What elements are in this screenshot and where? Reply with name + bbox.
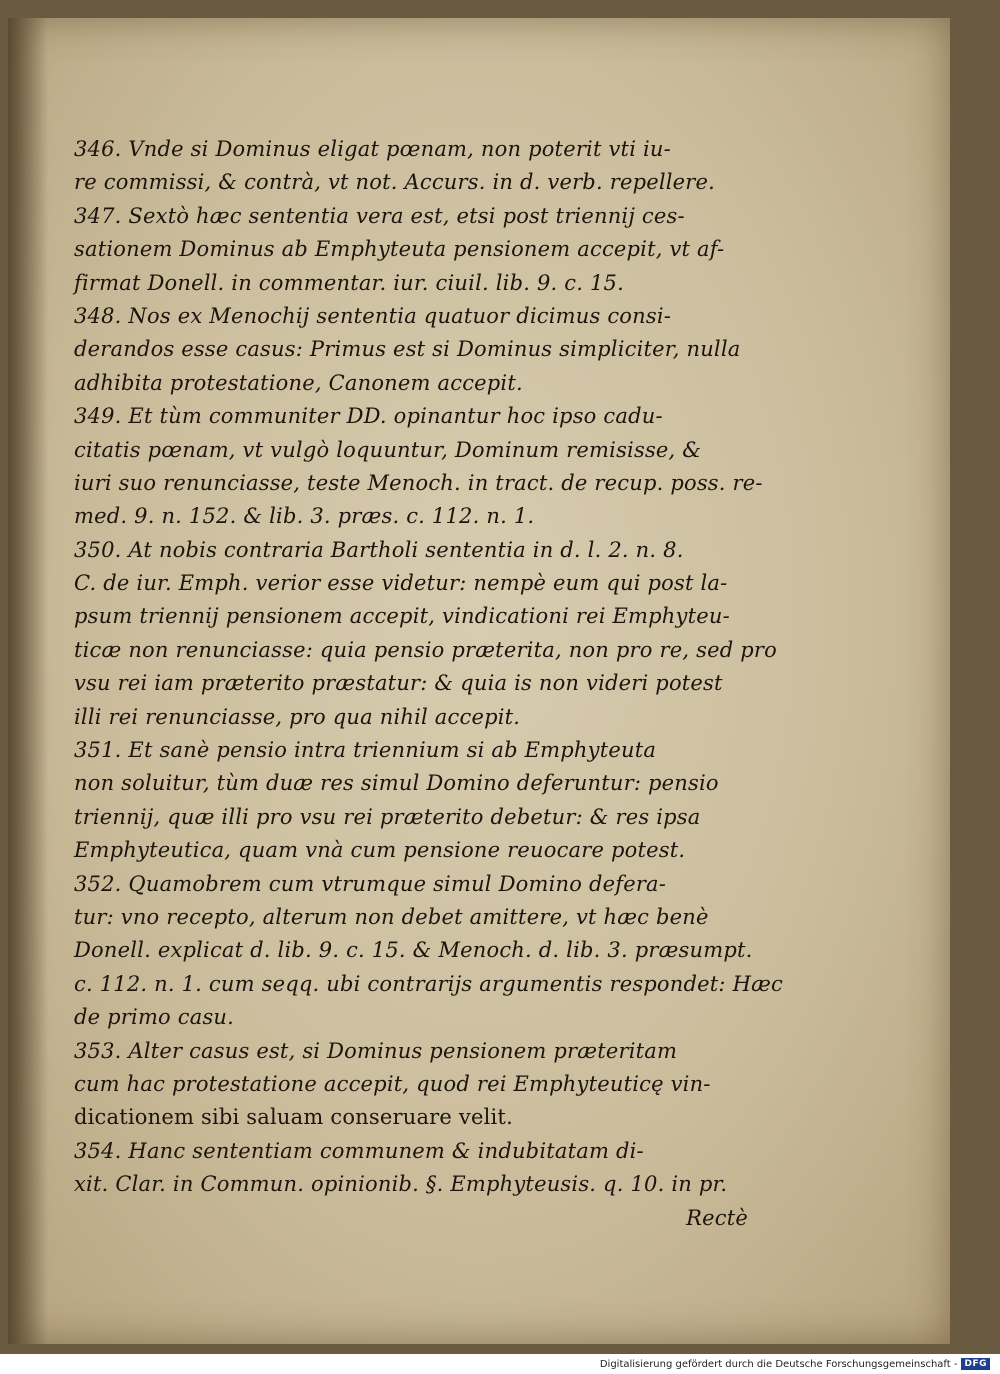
text-line: 347. Sextò hæc sententia vera est, etsi post triennij ces- <box>74 203 685 228</box>
text-line: Donell. explicat d. lib. 9. c. 15. & Menoch. d. lib. 3. præsumpt. <box>74 938 753 963</box>
text-line: vsu rei iam præterito præstatur: & quia is non videri potest <box>74 671 723 696</box>
text-line: non soluitur, tùm duæ res simul Domino deferuntur: pensio <box>74 771 719 796</box>
text-line: triennij, quæ illi pro vsu rei præterito debetur: & res ipsa <box>74 804 701 829</box>
text-line: 354. Hanc sententiam communem & indubitatam di- <box>74 1138 644 1163</box>
text-line: 350. At nobis contraria Bartholi sententia in d. l. 2. n. 8. <box>74 537 684 562</box>
text-line: 348. Nos ex Menochij sententia quatuor dicimus consi- <box>74 303 672 328</box>
text-line: adhibita protestatione, Canonem accepit. <box>74 370 523 395</box>
text-line: illi rei renunciasse, pro qua nihil accepit. <box>74 704 521 729</box>
text-line: 351. Et sanè pensio intra triennium si ab Emphyteuta <box>74 738 657 763</box>
text-line: cum hac protestatione accepit, quod rei Emphyteuticę vin- <box>74 1071 711 1096</box>
text-line: ticæ non renunciasse: quia pensio præterita, non pro re, sed pro <box>74 637 777 662</box>
text-line: Emphyteutica, quam vnà cum pensione reuocare potest. <box>74 838 686 863</box>
text-line: firmat Donell. in commentar. iur. ciuil. lib. 9. c. 15. <box>74 270 624 295</box>
text-line: re commissi, & contrà, vt not. Accurs. in d. verb. repellere. <box>74 170 716 195</box>
text-line: 349. Et tùm communiter DD. opinantur hoc ipso cadu- <box>74 404 663 429</box>
page-text-block <box>74 133 783 1235</box>
text-line: de primo casu. <box>74 1005 235 1030</box>
text-line: psum triennij pensionem accepit, vindicationi rei Emphyteu- <box>74 604 730 629</box>
dfg-logo-icon: DFG <box>961 1358 990 1370</box>
text-line: Rectè <box>686 1205 748 1230</box>
text-line: iuri suo renunciasse, teste Menoch. in tract. de recup. poss. re- <box>74 470 763 495</box>
page-gutter-shadow <box>8 18 48 1344</box>
credit-text: Digitalisierung gefördert durch die Deutsche Forschungsgemeinschaft - <box>599 1358 958 1370</box>
text-line: dicationem sibi saluam conseruare velit. <box>74 1105 513 1130</box>
text-line: c. 112. n. 1. cum seqq. ubi contrarijs argumentis respondet: Hæc <box>74 971 783 996</box>
text-line: 346. Vnde si Dominus eligat pœnam, non poterit vti iu- <box>74 137 671 161</box>
book-page <box>8 18 950 1344</box>
text-line: med. 9. n. 152. & lib. 3. præs. c. 112. n. 1. <box>74 504 535 529</box>
text-line: 352. Quamobrem cum vtrumque simul Domino defera- <box>74 871 667 896</box>
text-line: xit. Clar. in Commun. opinionib. §. Emphyteusis. q. 10. in pr. <box>74 1172 728 1197</box>
text-line: C. de iur. Emph. verior esse videtur: nempè eum qui post la- <box>74 571 728 596</box>
text-line: citatis pœnam, vt vulgò loquuntur, Dominum remisisse, & <box>74 437 702 462</box>
text-line: 353. Alter casus est, si Dominus pensionem præteritam <box>74 1038 678 1063</box>
digitization-credit <box>600 1355 990 1373</box>
text-line: sationem Dominus ab Emphyteuta pensionem accepit, vt af- <box>74 237 725 262</box>
text-line: derandos esse casus: Primus est si Dominus simpliciter, nulla <box>74 337 741 362</box>
text-line: tur: vno recepto, alterum non debet amittere, vt hæc benè <box>74 904 709 929</box>
